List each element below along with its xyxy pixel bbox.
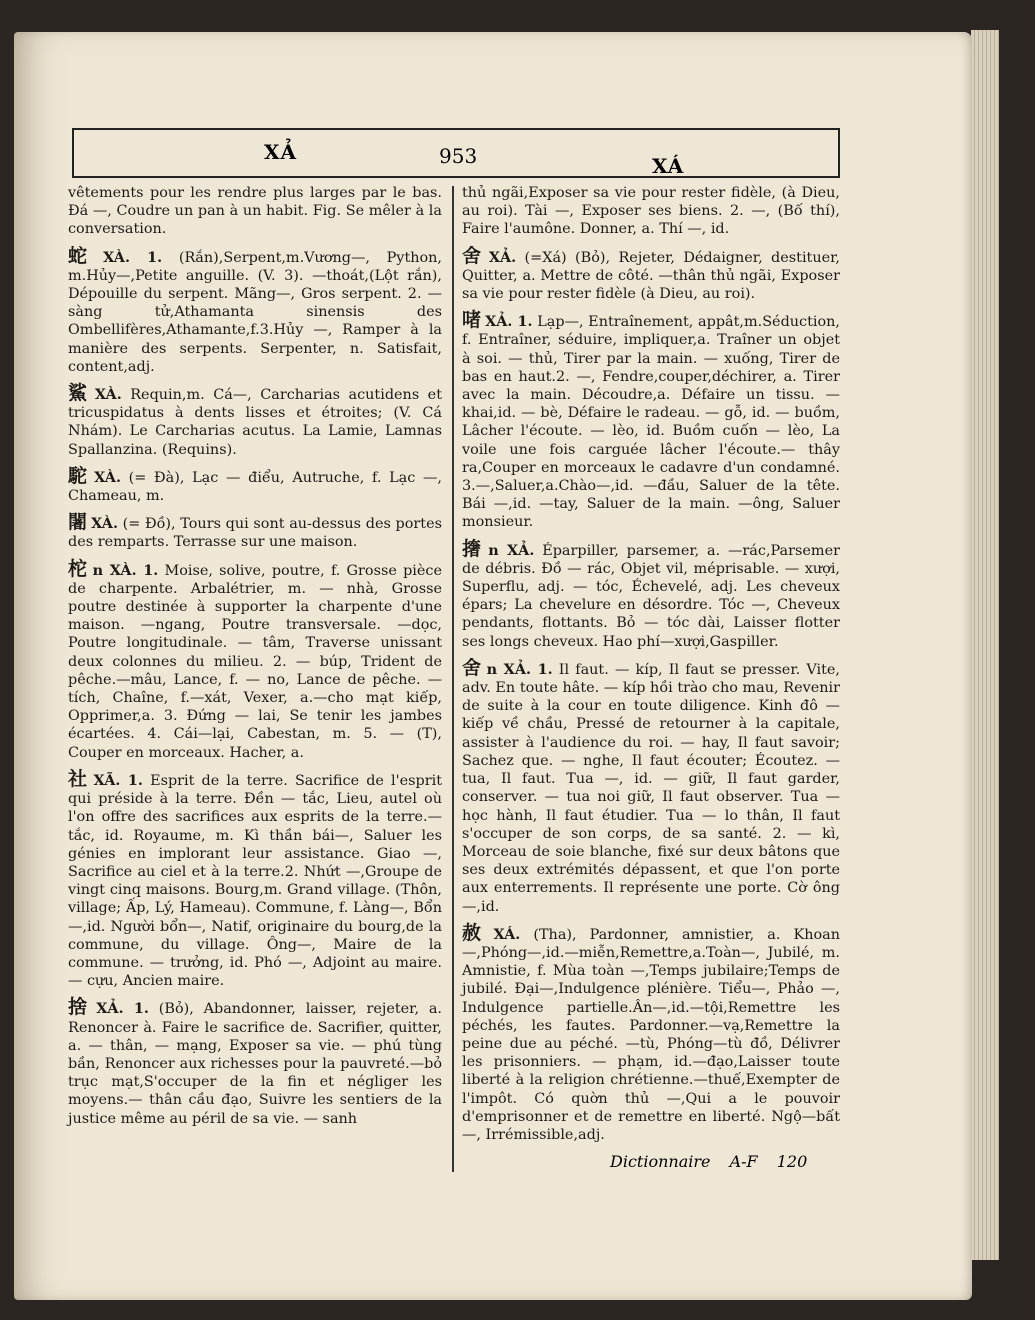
dictionary-entry [462, 244, 840, 304]
entry-character: 社 [68, 767, 90, 790]
entry-character: 啫 [462, 309, 482, 332]
entry-headword: XÀ. [91, 515, 118, 533]
footer-title: Dictionnaire [610, 1152, 711, 1171]
entry-character: 駝 [68, 464, 91, 487]
entry-definition: (= Đồ), Tours qui sont au-dessus des portes des remparts. Terrasse sur une maison. [68, 516, 442, 551]
signature-footer [610, 1152, 821, 1171]
entry-definition: Éparpiller, parsemer, a. —rác,Parsemer de débris. Đồ — rác, Objet vil, méprisable. — xượi, Superflu, adj. — tóc, Échevelé, adj. Les cheveux épars; La chevelure en désordre. Tóc —, Cheveux pendants, flottants. Bỏ — tóc dài, Laisser flotter ses longs cheveux. Hao phí—xượi,Gaspiller. [462, 542, 840, 650]
right-continuation-text: thủ ngãi,Exposer sa vie pour rester fidèle, (à Dieu, au roi). Tài —, Exposer ses biens. 2. —, (Bố thí), Faire l'aumône. Donner, a. Thí —, id. [462, 185, 840, 238]
page-edges [971, 30, 999, 1260]
entry-character: 柁 [68, 557, 89, 580]
entry-headword: XẢ. 1. [485, 313, 533, 331]
entry-definition: (Bỏ), Abandonner, laisser, rejeter, a. Renoncer à. Faire le sacrifice de. Sacrifier, quitter, a. — thân, — mạng, Exposer sa vie. — phú tùng bần, Renoncer aux richesses pour la pauvreté.—bỏ trục mạt,S'occuper de la fin et négliger les moyens.— thân cầu đạo, Suivre les sentiers de la justice même au péril de sa vie. — sanh [68, 1001, 443, 1127]
entry-character: 蛇 [68, 244, 100, 267]
dictionary-entry [68, 464, 442, 505]
entry-definition: Requin,m. Cá—, Carcharias acutidens et tricuspidatus à dents lisses et étroites; (V. Cá Nhám). Le Carcharias acutus. La Lamie, Lamnas Spallanzina. (Requins). [68, 387, 442, 458]
entry-character: 鯊 [68, 382, 91, 405]
dictionary-entry [68, 767, 442, 990]
dictionary-entry [462, 537, 840, 651]
entry-definition: (Rắn),Serpent,m.Vương—, Python, m.Hủy—,Petite anguille. (V. 3). —thoát,(Lột rắn), Dépouille du serpent. Mãng—, Gros serpent. 2. — sàng tử,Athamanta sinensis des Ombellifères,Athamante,f.3.Hủy —, Ramper à la manière des serpents. Serpenter, n. Satisfait, content,adj. [68, 249, 442, 375]
entry-headword: XÀ. [94, 468, 121, 486]
page-number: 953 [439, 144, 478, 168]
entry-definition: (= Đà), Lạc — điểu, Autruche, f. Lạc —, Chameau, m. [68, 469, 442, 505]
dictionary-entry [68, 998, 442, 1127]
dictionary-entry [68, 513, 442, 551]
entry-character: 舍 [462, 656, 483, 679]
entry-headword: XÁ. [493, 925, 521, 943]
entry-definition: (Tha), Pardonner, amnistier, a. Khoan —,Phóng—,id.—miễn,Remettre,a.Toàn—, Jubilé, m. Amnistie, f. Mùa toàn —,Temps jubilaire;Temps de jubilé. Đại—,Indulgence plénière. Tiểu—, Phảo —, Indulgence partielle.Ân—,id.—tội,Remettre les péchés, les fautes. Pardonner.—vạ,Remettre la peine due au péché. —tù, Phóng—tù đồ, Délivrer les prisonniers. — phạm, id.—đạo,Laisser toute liberté à la religion chrétienne.—thuế,Exempter de l'impôt. Có quờn thủ —,Qui a le pouvoir d'emprisonner et de remettre en liberté. Ngộ—bất —, Irrémissible,adj. [462, 926, 840, 1143]
footer-sheet: 120 [776, 1152, 808, 1171]
entry-headword: n XẢ. 1. [486, 660, 553, 678]
entry-character: 撦 [462, 537, 485, 560]
dictionary-entry [68, 384, 442, 459]
header-left-headword: XẢ [264, 140, 298, 164]
dictionary-entry [68, 557, 442, 762]
entry-definition: Esprit de la terre. Sacrifice de l'esprit qui préside à la terre. Đền — tắc, Lieu, autel où l'on offre des sacrifices aux esprits de la terre.— tắc, id. Royaume, m. Kì thần bái—, Saluer les génies en implorant leur assistance. Giao —, Sacrifice au ciel et à la terre.2. Nhứt —,Groupe de vingt cinq maisons. Bourg,m. Grand village. (Thôn, village; Ấp, Lý, Hameau). Commune, f. Làng—, Bổn —,id. Người bổn—, Natif, originaire du bourg,de la commune, du village. Ông—, Maire de la commune. — trưởng, id. Phó —, Adjoint au maire.— cựu, Ancien maire. [68, 772, 442, 990]
footer-section: A-F [729, 1152, 758, 1171]
entry-headword: XẢ. 1. [96, 1000, 149, 1018]
entry-character: 闍 [68, 511, 88, 534]
left-column [68, 184, 442, 1136]
right-column [462, 184, 840, 1152]
entry-definition: Moise, solive, poutre, f. Grosse pièce de charpente. Arbalétrier, m. — nhà, Grosse poutre destinée à supporter la charpente d'une maison. —ngang, Poutre transversale. —dọc, Poutre longitudinale. — tâm, Traverse unissant deux colonnes du milieu. 2. — búp, Trident de pêche.—mâu, Lance, f. — no, Lance de pêche. —tích, Chaîne, f.—xát, Vexer, a.—cho mạt kiếp, Opprimer,a. 3. Đứng — lai, Se tenir les jambes écartées. 4. Cái—lại, Cabestan, m. 5. — (T), Couper en morceaux. Hacher, a. [68, 562, 442, 761]
entry-headword: XÃ. 1. [93, 771, 143, 789]
entry-headword: n XẢ. [488, 541, 535, 559]
entry-headword: XẢ. [488, 248, 517, 266]
entry-character: 赦 [462, 921, 490, 944]
entry-headword: n XÀ. 1. [92, 561, 159, 579]
dictionary-entry [462, 311, 840, 531]
entry-character: 舍 [462, 244, 485, 267]
dictionary-entry [462, 921, 840, 1144]
entry-character: 捨 [68, 996, 93, 1019]
entry-headword: XÀ. [94, 386, 122, 404]
column-divider [452, 186, 454, 1172]
running-header [72, 128, 840, 178]
header-right-headword: XÁ [652, 154, 685, 178]
left-continuation-text: vêtements pour les rendre plus larges par le bas. Đá —, Coudre un pan à un habit. Fig. Se mêler à la conversation. [68, 185, 442, 238]
entry-definition: Lạp—, Entraînement, appât,m.Séduction, f. Entraîner, séduire, impliquer,a. Traîner un objet à soi. — thủ, Tirer par la main. — xuống, Tirer de bas en haut.2. —, Fendre,couper,déchirer, a. Tirer avec la main. Découdre,a. Défaire un tissu. —khai,id. — bè, Défaire le radeau. — gỗ, id. — buồm, Lâcher l'écoute. — lèo, id. Buồm cuốn — lèo, La voile une fois carguée lâcher l'écoute.— thây ra,Couper en morceaux le cadavre d'un condamné. 3.—,Saluer,a.Chào—,id. —đầu, Saluer de la tête. Bái —,id. —tay, Saluer de la main. —ông, Saluer monsieur. [462, 314, 840, 531]
entry-headword: XÀ. 1. [103, 248, 163, 266]
dictionary-entry [68, 244, 442, 376]
entry-definition: Il faut. — kíp, Il faut se presser. Vite, adv. En toute hâte. — kíp hồi trào cho mau, Revenir de suite à la cour en toute diligence. Kinh đô — kiếp về chầu, Pressé de retourner à la capitale, assister à l'audience du roi. — hay, Il faut savoir; Sachez que. — nghe, Il faut écouter; Écoutez. — tua, Il faut. Tua —, id. — giữ, Il faut garder, conserver. — tua noi giữ, Il faut observer. Tua — học hành, Il faut étudier. Tua — lo thân, Il faut s'occuper de son corps, de sa santé. 2. — kì, Morceau de soie blanche, fixé sur deux bâtons que ses deux extrémités dépassent, et que l'on porte aux enterrements. Il représente une porte. Cờ ông—,id. [462, 661, 840, 915]
dictionary-entry [462, 656, 840, 916]
entry-definition: (=Xá) (Bỏ), Rejeter, Dédaigner, destituer, Quitter, a. Mettre de côté. —thân thủ ngãi, Exposer sa vie pour rester fidèle (à Dieu, au roi). [462, 249, 840, 303]
